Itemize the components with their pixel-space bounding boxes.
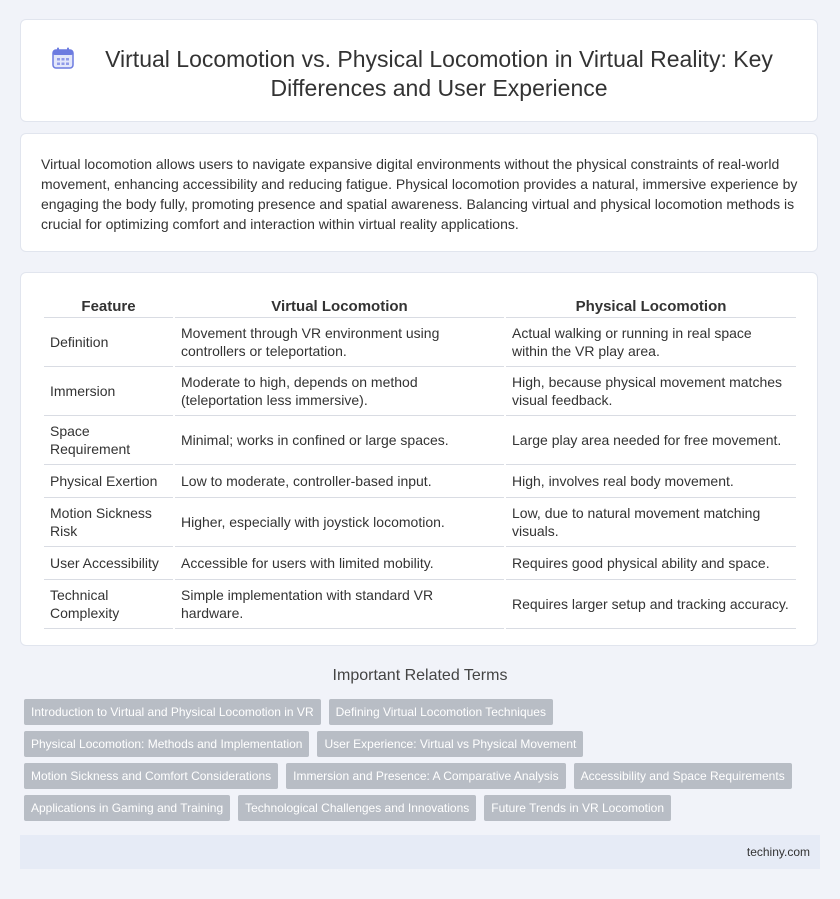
feature-cell: Technical Complexity xyxy=(44,580,173,629)
feature-cell: Immersion xyxy=(44,367,173,416)
related-tag[interactable]: Introduction to Virtual and Physical Locomotion in VR xyxy=(24,699,321,725)
feature-cell: Space Requirement xyxy=(44,416,173,465)
virtual-cell: Minimal; works in confined or large spaces. xyxy=(175,416,504,465)
virtual-cell: Simple implementation with standard VR hardware. xyxy=(175,580,504,629)
virtual-cell: Low to moderate, controller-based input. xyxy=(175,465,504,498)
related-tags xyxy=(24,699,804,827)
column-header-physical: Physical Locomotion xyxy=(506,296,796,318)
page-title: Virtual Locomotion vs. Physical Locomotion in Virtual Reality: Key Differences and User Experience xyxy=(105,46,773,101)
related-tag[interactable]: Future Trends in VR Locomotion xyxy=(484,795,671,821)
related-tag[interactable]: Defining Virtual Locomotion Techniques xyxy=(329,699,553,725)
related-tag[interactable]: Immersion and Presence: A Comparative Analysis xyxy=(286,763,565,789)
related-tag[interactable]: Applications in Gaming and Training xyxy=(24,795,230,821)
feature-cell: Motion Sickness Risk xyxy=(44,498,173,547)
footer xyxy=(20,835,820,869)
related-terms-title: Important Related Terms xyxy=(332,667,508,684)
related-tag[interactable]: Accessibility and Space Requirements xyxy=(574,763,792,789)
related-tag[interactable]: User Experience: Virtual vs Physical Movement xyxy=(317,731,583,757)
intro-card xyxy=(20,133,818,252)
column-header-feature: Feature xyxy=(44,296,173,318)
feature-cell: Physical Exertion xyxy=(44,465,173,498)
related-tag[interactable]: Physical Locomotion: Methods and Implementation xyxy=(24,731,309,757)
table-row xyxy=(44,465,796,498)
table-row xyxy=(44,416,796,465)
calendar-icon xyxy=(51,46,75,70)
related-tag[interactable]: Motion Sickness and Comfort Considerations xyxy=(24,763,278,789)
site-name[interactable]: techiny.com xyxy=(746,845,810,859)
physical-cell: Requires larger setup and tracking accuracy. xyxy=(506,580,796,629)
virtual-cell: Higher, especially with joystick locomotion. xyxy=(175,498,504,547)
physical-cell: High, because physical movement matches visual feedback. xyxy=(506,367,796,416)
intro-text: Virtual locomotion allows users to navigate expansive digital environments without the physical constraints of real-world movement, enhancing accessibility and reducing fatigue. Physical locomotion provides a natural, immersive experience by engaging the body fully, promoting presence and spatial awareness. Balancing virtual and physical locomotion methods is crucial for optimizing comfort and interaction within virtual reality applications. xyxy=(41,156,798,232)
table-row xyxy=(44,580,796,629)
table-header-row xyxy=(44,296,796,318)
table-row xyxy=(44,318,796,367)
virtual-cell: Movement through VR environment using controllers or teleportation. xyxy=(175,318,504,367)
physical-cell: Requires good physical ability and space. xyxy=(506,547,796,580)
comparison-table xyxy=(42,296,798,629)
physical-cell: High, involves real body movement. xyxy=(506,465,796,498)
feature-cell: User Accessibility xyxy=(44,547,173,580)
table-row xyxy=(44,547,796,580)
feature-cell: Definition xyxy=(44,318,173,367)
column-header-virtual: Virtual Locomotion xyxy=(175,296,504,318)
virtual-cell: Accessible for users with limited mobility. xyxy=(175,547,504,580)
physical-cell: Actual walking or running in real space within the VR play area. xyxy=(506,318,796,367)
table-row xyxy=(44,367,796,416)
virtual-cell: Moderate to high, depends on method (teleportation less immersive). xyxy=(175,367,504,416)
header-card xyxy=(20,19,818,122)
comparison-card xyxy=(20,272,818,646)
physical-cell: Large play area needed for free movement. xyxy=(506,416,796,465)
physical-cell: Low, due to natural movement matching visuals. xyxy=(506,498,796,547)
related-tag[interactable]: Technological Challenges and Innovations xyxy=(238,795,476,821)
table-row xyxy=(44,498,796,547)
